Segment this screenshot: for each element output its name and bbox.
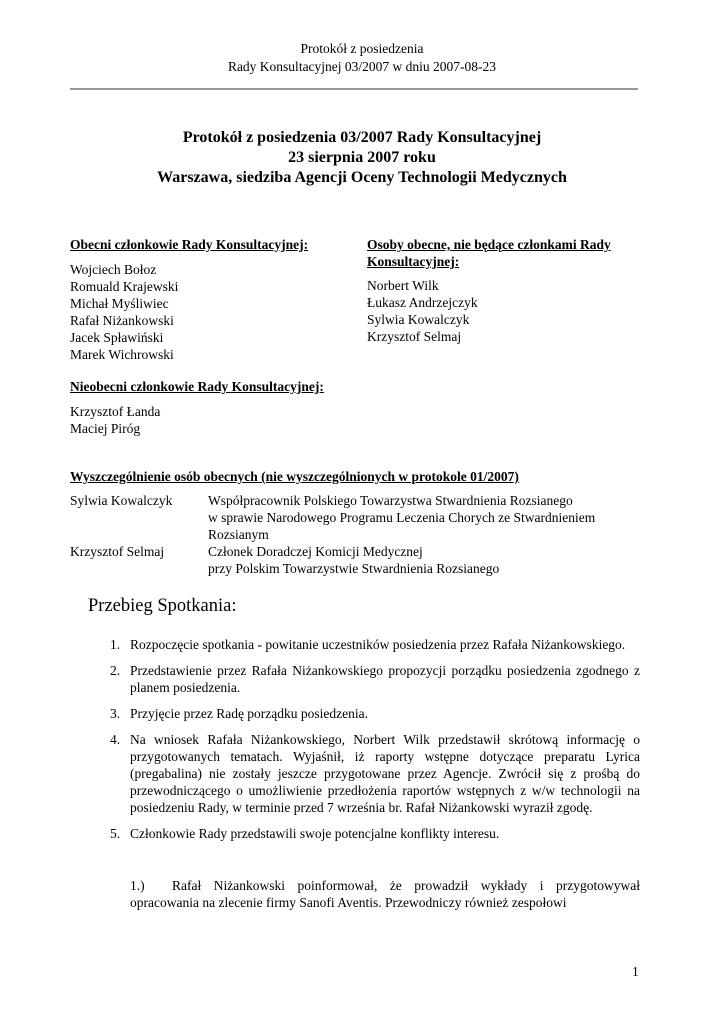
item-text: Członkowie Rady przedstawili swoje potencjalne konflikty interesu. — [130, 826, 500, 841]
details-name-1: Sylwia Kowalczyk — [70, 493, 173, 508]
meeting-items-list — [88, 636, 640, 851]
list-item: Norbert Wilk — [367, 278, 439, 293]
sub-item — [130, 877, 640, 911]
list-item: Wojciech Bołoz — [70, 262, 157, 277]
details-role-2 — [208, 543, 499, 577]
list-item: Jacek Spławiński — [70, 330, 164, 345]
list-item: Romuald Krajewski — [70, 279, 179, 294]
non-members-heading: Osoby obecne, nie będące członkami Rady Konsultacyjnej: — [367, 237, 611, 269]
running-header-title: Protokół z posiedzenia — [300, 41, 424, 56]
item-number: 3. — [110, 706, 121, 721]
list-item: Maciej Piróg — [70, 421, 141, 436]
header-divider — [70, 88, 638, 90]
sub-item-number: 1.) — [130, 878, 145, 893]
page-number: 1 — [632, 964, 639, 979]
role-line: Rozsianym — [208, 527, 269, 542]
item-text: Rozpoczęcie spotkania - powitanie uczestników posiedzenia przez Rafała Niżankowskiego. — [130, 637, 626, 652]
list-item: Michał Myśliwiec — [70, 296, 169, 311]
present-members-list — [70, 261, 178, 363]
details-heading: Wyszczególnienie osób obecnych (nie wyszczególnionych w protokole 01/2007) — [70, 469, 519, 484]
details-name-2: Krzysztof Selmaj — [70, 544, 165, 559]
item-number: 4. — [110, 732, 121, 747]
document-date: 23 sierpnia 2007 roku — [288, 149, 436, 166]
list-item — [88, 705, 640, 722]
item-number: 2. — [110, 663, 121, 678]
list-item: Sylwia Kowalczyk — [367, 312, 470, 327]
list-item — [88, 731, 640, 816]
list-item: Marek Wichrowski — [70, 347, 174, 362]
list-item: Krzysztof Łanda — [70, 404, 161, 419]
role-line: w sprawie Narodowego Programu Leczenia Chorych ze Stwardnieniem — [208, 510, 596, 525]
item-number: 1. — [110, 637, 121, 652]
absent-members-list — [70, 403, 160, 437]
list-item: Rafał Niżankowski — [70, 313, 174, 328]
sub-item-text: Rafał Niżankowski poinformował, że prowadził wykłady i przygotowywał opracowania na zlecenie firmy Sanofi Aventis. Przewodniczy również zespołowi — [130, 878, 640, 910]
document-location: Warszawa, siedziba Agencji Oceny Technologii Medycznych — [157, 169, 567, 186]
item-text: Na wniosek Rafała Niżankowskiego, Norbert Wilk przedstawił skrótową informację o przygotowanych tematach. Wyjaśnił, iż raporty wstępne dotyczące preparatu Lyrica (pregabalina) nie zostały jeszcze przygotowane przez Agencje. Zwrócił się z prośbą do przewodniczącego o umożliwienie przedłożenia raportów wstępnych z w/w technologii na posiedzeniu Rady, w terminie przed 7 września br. Rafał Niżankowski wyraził zgodę. — [130, 732, 640, 815]
item-text: Przyjęcie przez Radę porządku posiedzenia. — [130, 706, 369, 721]
details-role-1 — [208, 492, 595, 543]
non-members-list — [367, 277, 478, 345]
list-item — [88, 825, 640, 842]
role-line: Współpracownik Polskiego Towarzystwa Stwardnienia Rozsianego — [208, 493, 573, 508]
absent-members-heading: Nieobecni członkowie Rady Konsultacyjnej: — [70, 379, 324, 394]
meeting-heading: Przebieg Spotkania: — [88, 596, 237, 616]
role-line: przy Polskim Towarzystwie Stwardnienia Rozsianego — [208, 561, 500, 576]
role-line: Członek Doradczej Komicji Medycznej — [208, 544, 423, 559]
item-number: 5. — [110, 826, 121, 841]
document-title: Protokół z posiedzenia 03/2007 Rady Konsultacyjnej — [182, 129, 542, 146]
present-members-heading: Obecni członkowie Rady Konsultacyjnej: — [70, 237, 309, 252]
list-item: Łukasz Andrzejczyk — [367, 295, 478, 310]
list-item: Krzysztof Selmaj — [367, 329, 462, 344]
list-item — [88, 662, 640, 696]
list-item — [88, 636, 640, 653]
item-text: Przedstawienie przez Rafała Niżankowskiego propozycji porządku posiedzenia zgodnego z planem posiedzenia. — [130, 663, 640, 695]
running-header-subtitle: Rady Konsultacyjnej 03/2007 w dniu 2007-08-23 — [227, 59, 497, 74]
